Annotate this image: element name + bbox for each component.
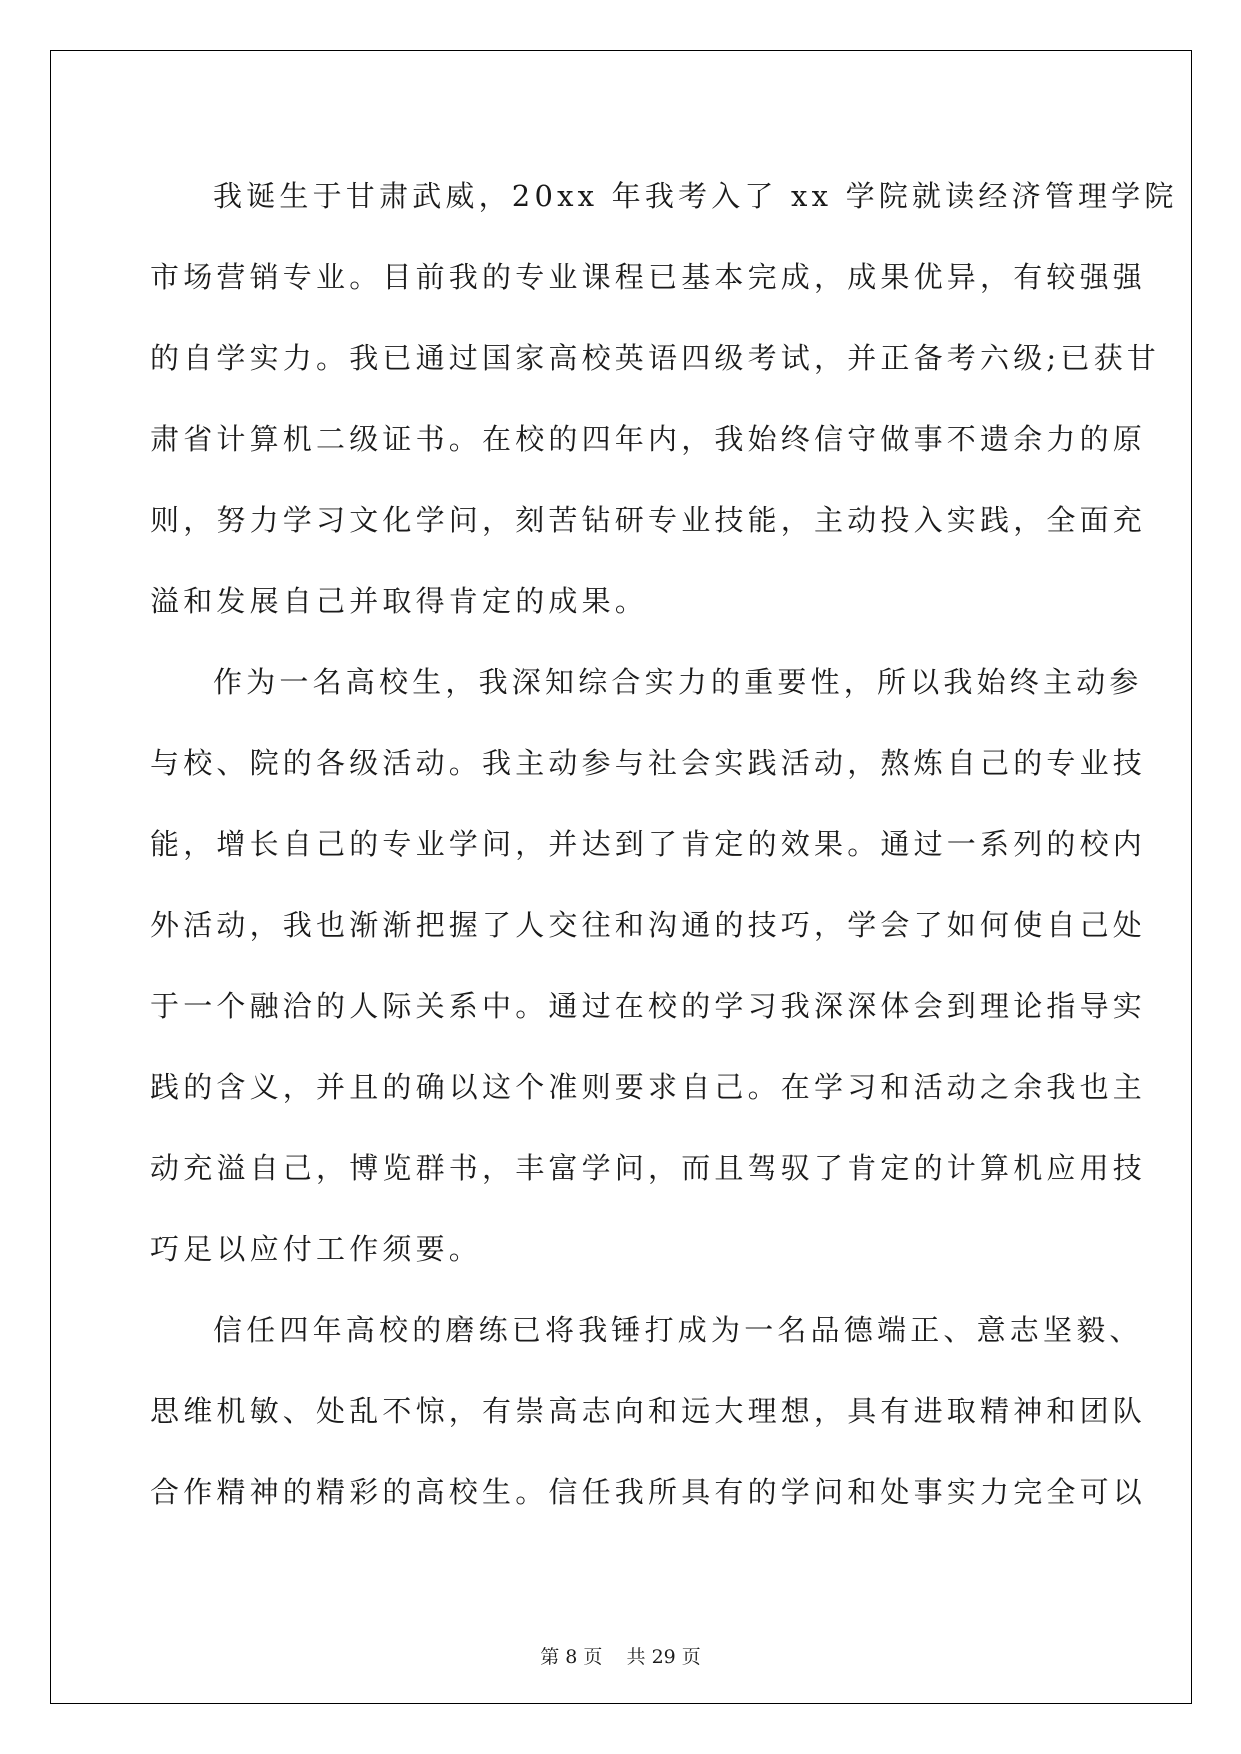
paragraph-line: 动充溢自己，博览群书，丰富学问，而且驾驭了肯定的计算机应用技 (150, 1151, 1147, 1185)
paragraph-line: 巧足以应付工作须要。 (150, 1232, 483, 1266)
paragraph-line: 作为一名高校生，我深知综合实力的重要性，所以我始终主动参 (213, 665, 1143, 699)
paragraph-line: 能，增长自己的专业学问，并达到了肯定的效果。通过一系列的校内 (150, 827, 1147, 861)
paragraph-line: 外活动，我也渐渐把握了人交往和沟通的技巧，学会了如何使自己处 (150, 908, 1147, 942)
paragraph-line: 与校、院的各级活动。我主动参与社会实践活动，熬炼自己的专业技 (150, 746, 1147, 780)
paragraph-line: 我诞生于甘肃武威，20xx 年我考入了 xx 学院就读经济管理学院 (213, 179, 1178, 213)
paragraph-line: 的自学实力。我已通过国家高校英语四级考试，并正备考六级;已获甘 (150, 341, 1160, 375)
paragraph-line: 于一个融洽的人际关系中。通过在校的学习我深深体会到理论指导实 (150, 989, 1147, 1023)
paragraph-line: 践的含义，并且的确以这个准则要求自己。在学习和活动之余我也主 (150, 1070, 1147, 1104)
paragraph-line: 肃省计算机二级证书。在校的四年内，我始终信守做事不遗余力的原 (150, 422, 1147, 456)
paragraph-line: 合作精神的精彩的高校生。信任我所具有的学问和处事实力完全可以 (150, 1475, 1147, 1509)
paragraph-line: 溢和发展自己并取得肯定的成果。 (150, 584, 649, 618)
paragraph-line: 市场营销专业。目前我的专业课程已基本完成，成果优异，有较强强 (150, 260, 1147, 294)
paragraph-line: 信任四年高校的磨练已将我锤打成为一名品德端正、意志坚毅、 (213, 1313, 1143, 1347)
paragraph-line: 思维机敏、处乱不惊，有崇高志向和远大理想，具有进取精神和团队 (150, 1394, 1147, 1428)
page-number-footer: 第 8 页 共 29 页 (540, 1646, 701, 1668)
paragraph-line: 则，努力学习文化学问，刻苦钻研专业技能，主动投入实践，全面充 (150, 503, 1147, 537)
document-body (150, 156, 1178, 1533)
